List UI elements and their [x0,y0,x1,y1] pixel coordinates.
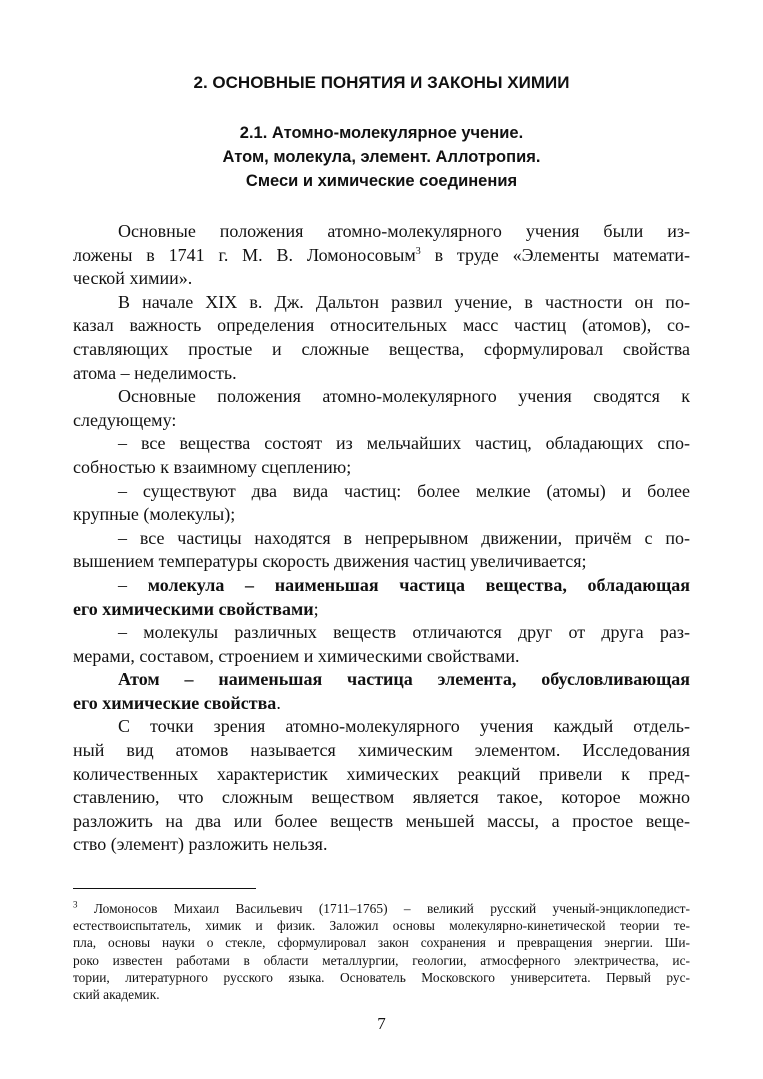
page-number: 7 [377,1014,386,1033]
bold-definition: Атом – наименьшая частица элемента, обусловливающая [118,669,690,690]
body-text [73,220,690,857]
text-segment: Ломоносов Михаил Васильевич (1711–1765) – великий русский ученый-энциклопедист- [77,901,690,916]
footnote-line: естествоиспытатель, химик и физик. Заложил основы молекулярно-кинетической теории те- [73,918,690,934]
footnote [73,900,690,1003]
section-title [73,121,690,193]
footnote-divider [73,888,256,889]
text-line: В начале XIX в. Дж. Дальтон развил учение, в частности он по- [118,291,690,312]
bold-definition: молекула – наименьшая частица вещества, обладающая [147,574,690,595]
text-line: вышением температуры скорость движения частиц увеличивается; [73,551,587,572]
text-line: количественных характеристик химических реакций привели к пред- [73,763,690,784]
paragraph [73,291,690,385]
text-line: – существуют два вида частиц: более мелкие (атомы) и более [118,480,690,501]
footnote-marker: 3 [73,899,78,910]
paragraph [73,385,690,432]
bold-definition: его химические свойства [73,692,277,713]
text-line: – молекулы различных веществ отличаются друг от друга раз- [118,622,690,643]
footnote-reference: 3 [415,245,421,257]
paragraph [73,668,690,715]
text-line: разложить на два или более веществ меньшей массы, а простое веще- [73,810,690,831]
section-title-line: Смеси и химические соединения [245,172,518,190]
text-line [73,574,690,598]
chapter-title: 2. ОСНОВНЫЕ ПОНЯТИЯ И ЗАКОНЫ ХИМИИ [193,73,570,92]
section-title-line: Атом, молекула, элемент. Аллотропия. [222,148,541,166]
text-line: собностью к взаимному сцеплению; [73,456,352,477]
footnote-line: роко известен работами в области металлургии, геологии, атмосферного электричества, ис- [73,952,690,968]
list-item [73,432,690,479]
text-line [73,692,690,716]
list-item [73,621,690,668]
text-line [73,598,690,622]
footnote-line: тории, литературного русского языка. Основатель Московского университета. Первый рус- [73,969,690,985]
text-line: мерами, составом, строением и химическими свойствами. [73,645,520,666]
list-item [73,527,690,574]
bold-definition: его химическими свойствами [73,598,314,619]
text-line: – все вещества состоят из мельчайших частиц, обладающих спо- [118,433,690,454]
text-line: Основные положения атомно-молекулярного учения сводятся к [118,386,690,407]
text-segment: ложены в 1741 г. М. В. Ломоносовым [73,244,416,265]
paragraph [73,220,690,291]
paragraph [73,715,690,857]
text-line: атома – неделимость. [73,362,237,383]
section-title-line: 2.1. Атомно-молекулярное учение. [239,124,524,142]
text-line [73,244,690,268]
text-line: – все частицы находятся в непрерывном движении, причём с по- [118,527,690,548]
text-line: С точки зрения атомно-молекулярного учения каждый отдель- [118,716,690,737]
text-line: следующему: [73,409,177,430]
text-line [73,668,690,692]
text-segment: в труде «Элементы математи- [420,244,690,265]
list-item [73,574,690,621]
text-line: крупные (молекулы); [73,504,236,525]
text-segment: ; [313,598,319,619]
text-line: ставлению, что сложным веществом является такое, которое можно [73,787,690,808]
text-line: ческой химии». [73,268,193,289]
footnote-line: ский академик. [73,987,160,1003]
text-line: ставляющих простые и сложные вещества, сформулировал свойства [73,338,690,359]
footnote-line: пла, основы науки о стекле, сформулировал закон сохранения и превращения энергии. Ши- [73,935,690,951]
text-segment: – [118,574,148,595]
text-line: ный вид атомов называется химическим элементом. Исследования [73,740,690,761]
list-item [73,480,690,527]
text-line: казал важность определения относительных масс частиц (атомов), со- [73,315,690,336]
footnote-line [73,900,690,917]
text-line: ство (элемент) разложить нельзя. [73,834,328,855]
text-segment: . [276,692,281,713]
text-line: Основные положения атомно-молекулярного учения были из- [118,221,690,241]
